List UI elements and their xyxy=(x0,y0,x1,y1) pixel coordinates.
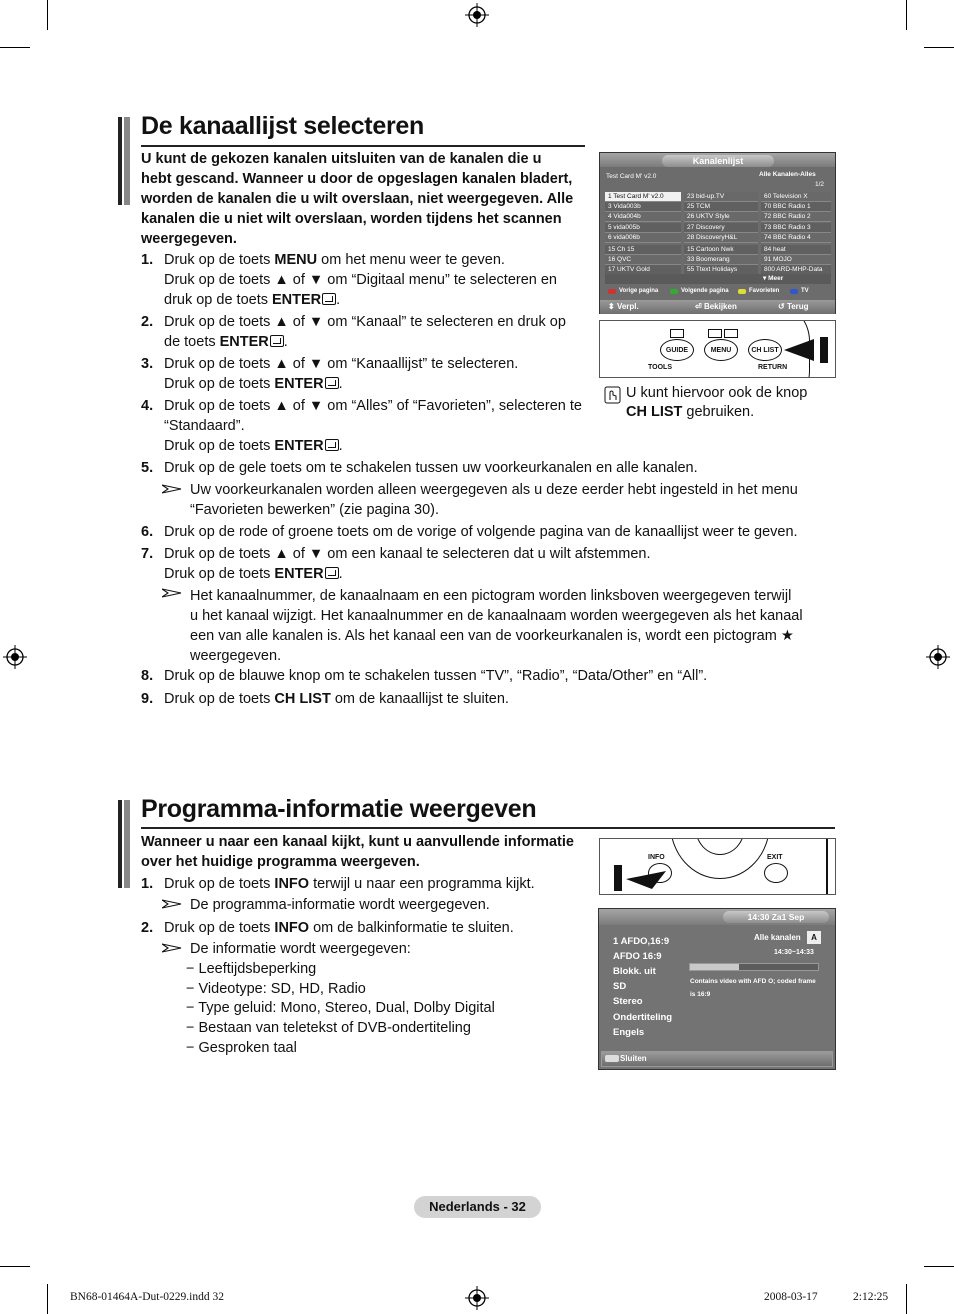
pointer-arrow-icon xyxy=(784,335,834,365)
step-text: Druk op de toets ▲ of ▼ om “Alles” of “Favorieten”, selecteren te xyxy=(164,398,582,414)
note-arrow-icon xyxy=(162,899,182,909)
section-bar xyxy=(118,800,130,888)
channel-entry[interactable]: 17 UKTV Gold xyxy=(605,265,681,275)
key-name: ENTER xyxy=(274,566,324,582)
intro-line: over het huidige programma weergeven. xyxy=(141,854,420,870)
nav-move: ⬍ Verpl. xyxy=(608,302,639,311)
program-detail-line: Blokk. uit xyxy=(613,966,656,978)
step-text: Druk op de toets ENTER . xyxy=(164,566,343,582)
enter-icon xyxy=(325,377,339,389)
step-text: Druk op de gele toets om te schakelen tussen uw voorkeurkanalen en alle kanalen. xyxy=(164,460,698,476)
intro-line: U kunt de gekozen kanalen uitsluiten van de kanalen die u xyxy=(141,151,542,167)
color-key-label: TV xyxy=(801,288,809,294)
step-item xyxy=(141,918,581,938)
pointer-arrow-icon xyxy=(612,861,672,893)
note-text: Het kanaalnummer, de kanaalnaam en een pictogram worden linksboven weergegeven terwijl xyxy=(190,588,792,604)
program-detail-line: 1 AFDO,16:9 xyxy=(613,936,670,947)
more-text: Meer xyxy=(768,275,784,282)
step-number: 1. xyxy=(141,252,154,268)
channel-list-screen xyxy=(599,152,836,314)
crop-mark xyxy=(906,0,907,30)
step-text: “Standaard”. xyxy=(164,418,245,434)
title-rule xyxy=(141,827,835,829)
close-label[interactable]: Sluiten xyxy=(620,1054,647,1063)
step-item xyxy=(141,458,831,478)
step-item xyxy=(141,666,831,686)
channel-entry[interactable]: 3 Vida003b xyxy=(605,202,681,212)
screen-title: Kanalenlijst xyxy=(662,155,774,167)
info-bullet xyxy=(186,959,316,979)
enter-icon xyxy=(325,567,339,579)
program-detail-line: AFDO 16:9 xyxy=(613,951,662,963)
step-number: 5. xyxy=(141,460,154,476)
nav-view: ⏎ Bekijken xyxy=(695,302,737,311)
intro-line: Wanneer u naar een kanaal kijkt, kunt u aanvullende informatie xyxy=(141,834,574,850)
channel-entry[interactable]: 15 Cartoon Nwk xyxy=(684,245,758,255)
color-key-label: Volgende pagina xyxy=(681,288,729,294)
key-name: ENTER xyxy=(274,438,324,454)
tip-text: U kunt hiervoor ook de knop xyxy=(626,385,808,401)
registration-mark-icon xyxy=(3,645,27,669)
tip-text-rest: gebruiken. xyxy=(682,404,755,420)
print-date: 2008-03-17 xyxy=(764,1291,818,1303)
exit-label: EXIT xyxy=(767,854,783,861)
bullet-dash: − xyxy=(186,1020,199,1037)
info-bullet-text: Gesproken taal xyxy=(198,1039,297,1056)
bullet-dash: − xyxy=(186,1039,199,1056)
tip-text xyxy=(626,402,754,422)
step-text: Druk op de toets ENTER . xyxy=(164,438,343,454)
enter-icon xyxy=(270,335,284,347)
step-item xyxy=(141,522,831,542)
channel-entry[interactable]: 60 Television X xyxy=(761,192,831,202)
step-text: Druk op de toets ENTER . xyxy=(164,376,343,392)
program-detail-line: SD xyxy=(613,981,627,993)
list-mode: Alle Kanalen-Alles xyxy=(759,171,816,178)
crop-mark xyxy=(906,1284,907,1314)
key-name: INFO xyxy=(274,920,310,936)
bullet-dash: − xyxy=(186,961,199,977)
menu-button[interactable]: MENU xyxy=(704,339,738,361)
step-text: Druk op de toets INFO terwijl u naar een programma kijkt. xyxy=(164,876,535,892)
note-text: “Favorieten bewerken” (zie pagina 30). xyxy=(190,502,440,518)
channel-entry[interactable]: 91 MOJO xyxy=(761,255,831,265)
program-detail-line: Ondertiteling xyxy=(613,1011,673,1023)
key-name: INFO xyxy=(274,876,310,892)
intro-line: hebt gescand. Wanneer u door de opgeslagen kanalen bladert, xyxy=(141,171,573,187)
exit-button[interactable] xyxy=(764,863,788,883)
note-text: De informatie wordt weergegeven: xyxy=(190,941,411,957)
crop-mark xyxy=(0,1266,30,1267)
registration-mark-icon xyxy=(465,3,489,27)
channel-entry[interactable]: 55 Ttext Holidays xyxy=(684,265,758,275)
icon-button xyxy=(670,329,684,338)
page-number-label: Nederlands - 32 xyxy=(414,1196,541,1218)
info-bullet-text: Type geluid: Mono, Stereo, Dual, Dolby Digital xyxy=(198,1000,495,1017)
bullet-dash: − xyxy=(186,1000,199,1017)
crop-mark xyxy=(924,1266,954,1267)
step-text: Druk op de toets ▲ of ▼ om een kanaal te selecteren dat u wilt afstemmen. xyxy=(164,546,651,562)
step-text: Druk op de toets ▲ of ▼ om “Kanaal” te selecteren en druk op xyxy=(164,314,566,330)
program-description: Contains video with AFD O; coded frame xyxy=(690,978,816,985)
channel-entry[interactable]: 4 Vida004b xyxy=(605,212,681,222)
crop-mark xyxy=(0,47,30,48)
color-key-label: Vorige pagina xyxy=(619,288,659,294)
time-range: 14:30~14:33 xyxy=(774,949,814,956)
remote-illustration xyxy=(599,838,836,895)
key-name: MENU xyxy=(274,252,318,268)
step-number: 2. xyxy=(141,314,154,330)
more-label: ▾ Meer xyxy=(763,275,784,282)
channel-entry[interactable]: 23 bid-up.TV xyxy=(684,192,758,202)
channel-entry[interactable]: 74 BBC Radio 4 xyxy=(761,233,831,243)
return-label: RETURN xyxy=(758,364,788,371)
enter-icon xyxy=(325,439,339,451)
icon-button xyxy=(724,329,738,338)
channel-entry[interactable]: 84 heat xyxy=(761,245,831,255)
channel-entry[interactable]: 1 Test Card M' v2.0 xyxy=(605,192,681,202)
crop-mark xyxy=(924,47,954,48)
step-number: 3. xyxy=(141,356,154,372)
color-key-icon xyxy=(738,289,746,294)
tools-label: TOOLS xyxy=(648,364,672,371)
remote-edge xyxy=(826,838,828,895)
program-detail-line: Stereo xyxy=(613,996,643,1008)
step-number: 8. xyxy=(141,668,154,684)
step-number: 2. xyxy=(141,920,154,936)
channel-entry[interactable]: 72 BBC Radio 2 xyxy=(761,212,831,222)
color-key-label: Favorieten xyxy=(749,288,780,294)
remote-illustration xyxy=(599,320,836,378)
info-bullet xyxy=(186,979,366,999)
icon-button xyxy=(708,329,722,338)
channel-entry[interactable]: 800 ARD-MHP-Data xyxy=(761,265,831,275)
info-bullet xyxy=(186,1038,297,1058)
note-text: De programma-informatie wordt weergegeven. xyxy=(190,897,490,913)
nav-back-label: Terug xyxy=(786,302,809,311)
step-text: druk op de toets ENTER . xyxy=(164,292,341,308)
step-number: 9. xyxy=(141,691,154,707)
step-item xyxy=(141,544,831,584)
info-bullet-text: Videotype: SD, HD, Radio xyxy=(198,980,366,997)
tip-button-name: CH LIST xyxy=(626,404,683,420)
section-intro xyxy=(141,149,573,249)
step-text: Druk op de toets ▲ of ▼ om “Kanaallijst” te selecteren. xyxy=(164,356,519,372)
channel-entry[interactable]: 6 vida006b xyxy=(605,233,681,243)
nav-back: ↺ Terug xyxy=(778,302,809,311)
intro-line: kanalen die u niet wilt overslaan, worden tijdens het scannen xyxy=(141,211,562,227)
info-bullet-text: Bestaan van teletekst of DVB-ondertiteling xyxy=(198,1020,471,1037)
channel-entry[interactable]: 33 Boomerang xyxy=(684,255,758,265)
step-number: 4. xyxy=(141,398,154,414)
enter-icon xyxy=(322,293,336,305)
info-bullet-text: Leeftijdsbeperking xyxy=(198,961,317,977)
page-indicator: 1/2 xyxy=(815,181,825,188)
section-title: De kanaallijst selecteren xyxy=(141,112,424,140)
note-arrow-icon xyxy=(162,943,182,953)
channel-entry[interactable]: 5 vida005b xyxy=(605,223,681,233)
key-name: ENTER xyxy=(274,376,324,392)
channel-group: Alle kanalen xyxy=(754,933,801,942)
channel-entry[interactable]: 15 Ch 15 xyxy=(605,245,681,255)
guide-button[interactable]: GUIDE xyxy=(660,339,694,361)
info-label: INFO xyxy=(648,854,665,861)
print-time: 2:12:25 xyxy=(853,1291,889,1303)
program-description: is 16:9 xyxy=(690,991,711,998)
step-text: Druk op de toets CH LIST om de kanaallijst te sluiten. xyxy=(164,691,509,707)
program-info-screen xyxy=(598,908,836,1070)
channel-entry[interactable]: 25 TCM xyxy=(684,202,758,212)
nav-move-label: Verpl. xyxy=(616,302,639,311)
note-arrow-icon xyxy=(162,588,182,598)
intro-line: weergegeven. xyxy=(141,231,237,247)
program-detail-line: Engels xyxy=(613,1026,645,1038)
note-arrow-icon xyxy=(162,484,182,494)
bullet-dash: − xyxy=(186,980,199,997)
current-channel: Test Card M' v2.0 xyxy=(606,173,657,180)
step-number: 1. xyxy=(141,876,154,892)
step-text: Druk op de toets ▲ of ▼ om “Digitaal menu” te selecteren en xyxy=(164,272,557,288)
channel-entry[interactable]: 27 Discovery xyxy=(684,223,758,233)
print-file-name: BN68-01464A-Dut-0229.indd 32 xyxy=(70,1291,224,1303)
remote-hand-icon xyxy=(604,386,621,404)
color-key-icon xyxy=(670,289,678,294)
channel-entry[interactable]: 16 QVC xyxy=(605,255,681,265)
note-text: een van alle kanalen is. Als het kanaal een van de voorkeurkanalen is, wordt een pictogram ★ xyxy=(190,628,794,644)
channel-entry[interactable]: 70 BBC Radio 1 xyxy=(761,202,831,212)
nav-view-label: Bekijken xyxy=(703,302,737,311)
key-name: CH LIST xyxy=(274,691,331,707)
step-item xyxy=(141,874,581,894)
step-text: Druk op de toets INFO om de balkinformatie te sluiten. xyxy=(164,920,514,936)
channel-entry[interactable]: 28 DiscoveryH&L xyxy=(684,233,758,243)
registration-mark-icon xyxy=(926,645,950,669)
title-rule xyxy=(141,145,585,147)
ch-list-button[interactable]: CH LIST xyxy=(748,339,782,361)
channel-badge: A xyxy=(807,931,821,944)
intro-line: worden de kanalen die u wilt overslaan, niet weergegeven. Alle xyxy=(141,191,574,207)
section-title: Programma-informatie weergeven xyxy=(141,795,537,823)
step-number: 6. xyxy=(141,524,154,540)
color-key-icon xyxy=(790,289,798,294)
key-name: ENTER xyxy=(272,292,322,308)
crop-mark xyxy=(47,0,48,30)
more-row xyxy=(605,274,831,284)
step-text: de toets ENTER . xyxy=(164,334,288,350)
info-bullet xyxy=(186,998,495,1018)
progress-fill xyxy=(690,964,739,970)
registration-mark-icon xyxy=(465,1286,489,1310)
step-number: 7. xyxy=(141,546,154,562)
note-text: Uw voorkeurkanalen worden alleen weergegeven als u deze eerder hebt ingesteld in het menu xyxy=(190,482,798,498)
info-bullet xyxy=(186,1018,471,1038)
crop-mark xyxy=(47,1284,48,1314)
progress-track xyxy=(689,963,819,971)
step-text: Druk op de toets MENU om het menu weer te geven. xyxy=(164,252,505,268)
section-intro xyxy=(141,832,574,872)
key-name: ENTER xyxy=(219,334,269,350)
color-key-icon xyxy=(608,289,616,294)
note-text: weergegeven. xyxy=(190,648,282,664)
note-text: u het kanaal wijzigt. Het kanaalnummer en de kanaalnaam worden weergegeven als het kanaal xyxy=(190,608,803,624)
section-bar xyxy=(118,117,130,205)
channel-entry[interactable]: 26 UKTV Style xyxy=(684,212,758,222)
step-text: Druk op de rode of groene toets om de vorige of volgende pagina van de kanaallijst weer te geven. xyxy=(164,524,798,540)
step-item xyxy=(141,689,831,709)
channel-entry[interactable]: 73 BBC Radio 3 xyxy=(761,223,831,233)
step-text: Druk op de blauwe knop om te schakelen tussen “TV”, “Radio”, “Data/Other” en “All”. xyxy=(164,668,708,684)
time-pill: 14:30 Za1 Sep xyxy=(723,911,829,923)
